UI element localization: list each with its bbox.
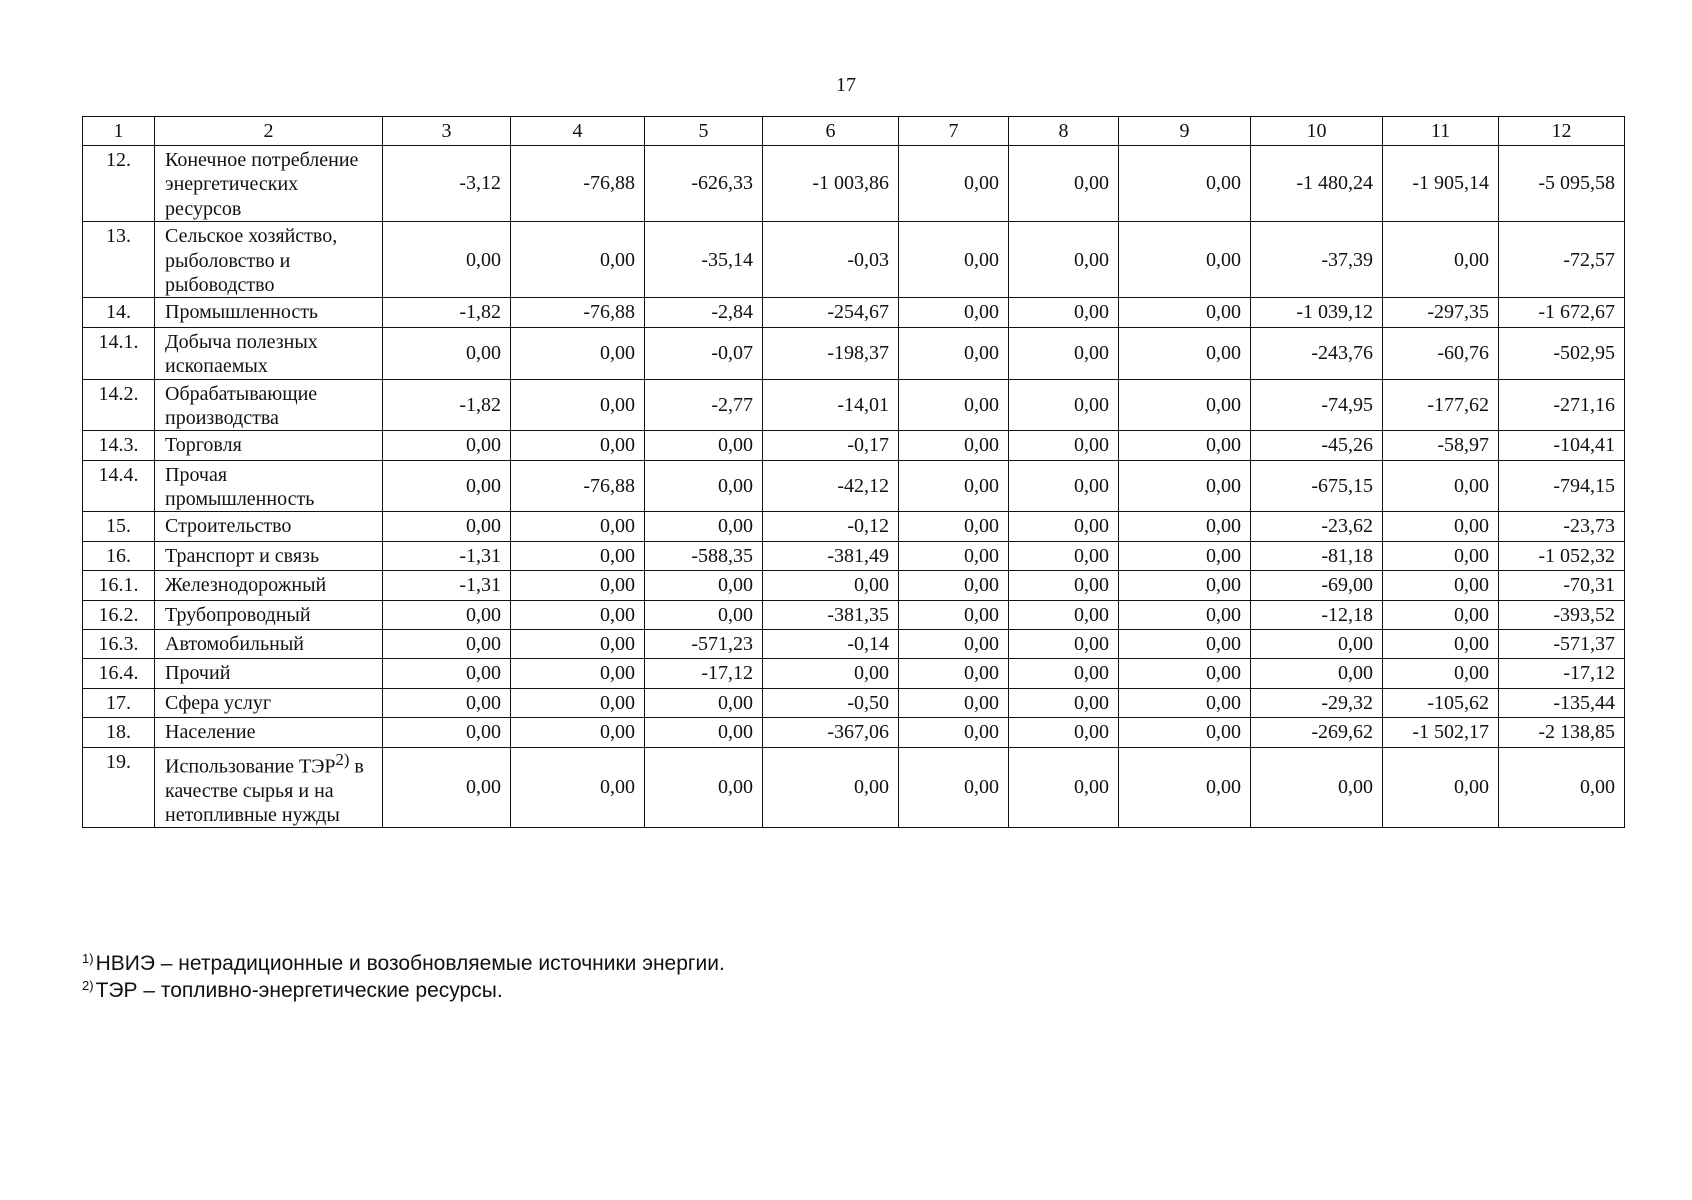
row-label-text: Прочая промышленность — [165, 463, 315, 511]
footnote-text: НВИЭ – нетрадиционные и возобновляемые источники энергии. — [95, 952, 725, 975]
value-cell: 0,00 — [1251, 747, 1383, 828]
value-cell: -254,67 — [763, 298, 899, 327]
value-cell: 0,00 — [899, 327, 1009, 379]
row-label — [155, 659, 383, 688]
value-cell: -23,62 — [1251, 512, 1383, 541]
row-index: 18. — [83, 718, 155, 747]
value-cell: 0,00 — [1009, 630, 1119, 659]
row-label — [155, 747, 383, 828]
row-index: 14.3. — [83, 431, 155, 460]
row-label-text: Торговля — [165, 434, 242, 457]
value-cell: -35,14 — [645, 222, 763, 298]
value-cell: 0,00 — [383, 512, 511, 541]
table-row — [83, 512, 1625, 541]
value-cell: 0,00 — [899, 298, 1009, 327]
value-cell: 0,00 — [899, 718, 1009, 747]
value-cell: 0,00 — [511, 747, 645, 828]
value-cell: 0,00 — [383, 431, 511, 460]
value-cell: -105,62 — [1383, 688, 1499, 717]
column-number-header: 1 — [83, 117, 155, 146]
value-cell: -243,76 — [1251, 327, 1383, 379]
value-cell: -0,07 — [645, 327, 763, 379]
value-cell: 0,00 — [1119, 431, 1251, 460]
value-cell: -45,26 — [1251, 431, 1383, 460]
value-cell: 0,00 — [1383, 571, 1499, 600]
value-cell: 0,00 — [1009, 460, 1119, 512]
table-row — [83, 659, 1625, 688]
value-cell: 0,00 — [1009, 541, 1119, 570]
footnote-mark: 2) — [82, 978, 94, 994]
value-cell: 0,00 — [1009, 379, 1119, 431]
value-cell: -0,17 — [763, 431, 899, 460]
value-cell: -135,44 — [1499, 688, 1625, 717]
value-cell: -37,39 — [1251, 222, 1383, 298]
value-cell: -3,12 — [383, 146, 511, 222]
value-cell: -0,50 — [763, 688, 899, 717]
value-cell: 0,00 — [383, 688, 511, 717]
row-label-text: Строительство — [165, 515, 292, 538]
value-cell: -76,88 — [511, 298, 645, 327]
row-label-text: Население — [165, 721, 256, 744]
value-cell: 0,00 — [1383, 541, 1499, 570]
row-label-text: Добыча полезных ископаемых — [165, 330, 318, 378]
row-label-text: Промышленность — [165, 301, 319, 324]
value-cell: -72,57 — [1499, 222, 1625, 298]
value-cell: -76,88 — [511, 460, 645, 512]
row-label-text: Транспорт и связь — [165, 544, 320, 567]
value-cell: -794,15 — [1499, 460, 1625, 512]
value-cell: -0,12 — [763, 512, 899, 541]
row-label — [155, 460, 383, 512]
value-cell: 0,00 — [511, 541, 645, 570]
row-label — [155, 327, 383, 379]
row-index: 13. — [83, 222, 155, 298]
row-label — [155, 512, 383, 541]
value-cell: 0,00 — [1009, 298, 1119, 327]
value-cell: 0,00 — [383, 600, 511, 629]
value-cell: 0,00 — [383, 222, 511, 298]
row-label — [155, 379, 383, 431]
value-cell: -1 003,86 — [763, 146, 899, 222]
row-index: 14.2. — [83, 379, 155, 431]
column-number-header: 6 — [763, 117, 899, 146]
value-cell: 0,00 — [511, 718, 645, 747]
column-number-header: 7 — [899, 117, 1009, 146]
value-cell: 0,00 — [1383, 630, 1499, 659]
value-cell: -1,82 — [383, 379, 511, 431]
value-cell: 0,00 — [1009, 327, 1119, 379]
value-cell: 0,00 — [1119, 222, 1251, 298]
row-index: 12. — [83, 146, 155, 222]
value-cell: -60,76 — [1383, 327, 1499, 379]
value-cell: -1 480,24 — [1251, 146, 1383, 222]
value-cell: 0,00 — [899, 659, 1009, 688]
row-label-text: Конечное потребление энергетических ресурсов — [165, 149, 359, 220]
footnote — [82, 950, 725, 977]
value-cell: 0,00 — [1009, 747, 1119, 828]
row-label-text: Сельское хозяйство, рыболовство и рыбоводство — [165, 225, 338, 296]
value-cell: 0,00 — [1251, 659, 1383, 688]
row-index: 17. — [83, 688, 155, 717]
value-cell: 0,00 — [899, 146, 1009, 222]
row-label-text: Обрабатывающие производства — [165, 382, 318, 429]
value-cell: 0,00 — [1383, 600, 1499, 629]
value-cell: 0,00 — [645, 747, 763, 828]
value-cell: -1,31 — [383, 541, 511, 570]
value-cell: -271,16 — [1499, 379, 1625, 431]
value-cell: 0,00 — [383, 460, 511, 512]
column-number-header: 5 — [645, 117, 763, 146]
value-cell: -626,33 — [645, 146, 763, 222]
row-index: 14.1. — [83, 327, 155, 379]
value-cell: 0,00 — [383, 747, 511, 828]
value-cell: -1 039,12 — [1251, 298, 1383, 327]
value-cell: -5 095,58 — [1499, 146, 1625, 222]
value-cell: -198,37 — [763, 327, 899, 379]
value-cell: 0,00 — [645, 431, 763, 460]
row-index: 16.3. — [83, 630, 155, 659]
value-cell: -69,00 — [1251, 571, 1383, 600]
value-cell: 0,00 — [1009, 146, 1119, 222]
value-cell: -29,32 — [1251, 688, 1383, 717]
column-number-header: 10 — [1251, 117, 1383, 146]
value-cell: -104,41 — [1499, 431, 1625, 460]
value-cell: 0,00 — [1383, 512, 1499, 541]
value-cell: -17,12 — [645, 659, 763, 688]
value-cell: -23,73 — [1499, 512, 1625, 541]
value-cell: -42,12 — [763, 460, 899, 512]
row-label-text: Железнодорожный — [165, 574, 327, 597]
value-cell: 0,00 — [645, 512, 763, 541]
value-cell: 0,00 — [383, 718, 511, 747]
value-cell: 0,00 — [899, 541, 1009, 570]
row-label-text: Автомобильный — [165, 633, 304, 656]
row-label — [155, 146, 383, 222]
table-row — [83, 146, 1625, 222]
value-cell: 0,00 — [899, 571, 1009, 600]
value-cell: 0,00 — [1383, 747, 1499, 828]
value-cell: -0,03 — [763, 222, 899, 298]
table-row — [83, 298, 1625, 327]
footnote-mark: 1) — [82, 951, 94, 966]
table-row — [83, 747, 1625, 828]
value-cell: 0,00 — [511, 688, 645, 717]
value-cell: 0,00 — [899, 222, 1009, 298]
value-cell: 0,00 — [1119, 688, 1251, 717]
value-cell: -588,35 — [645, 541, 763, 570]
value-cell: 0,00 — [1383, 460, 1499, 512]
value-cell: 0,00 — [1119, 327, 1251, 379]
value-cell: 0,00 — [1383, 659, 1499, 688]
column-number-header: 11 — [1383, 117, 1499, 146]
value-cell: 0,00 — [383, 327, 511, 379]
value-cell: 0,00 — [645, 571, 763, 600]
column-number-header: 2 — [155, 117, 383, 146]
value-cell: -393,52 — [1499, 600, 1625, 629]
row-label — [155, 718, 383, 747]
table-row — [83, 571, 1625, 600]
column-number-header: 8 — [1009, 117, 1119, 146]
value-cell: -12,18 — [1251, 600, 1383, 629]
value-cell: -571,37 — [1499, 630, 1625, 659]
row-label — [155, 600, 383, 629]
value-cell: -81,18 — [1251, 541, 1383, 570]
table-body — [83, 146, 1625, 828]
value-cell: 0,00 — [1499, 747, 1625, 828]
row-index: 16.2. — [83, 600, 155, 629]
column-number-header: 4 — [511, 117, 645, 146]
value-cell: -2 138,85 — [1499, 718, 1625, 747]
value-cell: 0,00 — [899, 460, 1009, 512]
row-index: 16.1. — [83, 571, 155, 600]
value-cell: 0,00 — [511, 327, 645, 379]
value-cell: 0,00 — [1119, 460, 1251, 512]
table-row — [83, 222, 1625, 298]
value-cell: 0,00 — [1009, 688, 1119, 717]
value-cell: 0,00 — [899, 630, 1009, 659]
footnote-text: ТЭР – топливно-энергетические ресурсы. — [95, 979, 503, 1003]
table-row — [83, 460, 1625, 512]
row-label-text: Использование ТЭР — [165, 755, 336, 778]
value-cell: -58,97 — [1383, 431, 1499, 460]
energy-balance-table — [82, 116, 1625, 828]
value-cell: 0,00 — [645, 600, 763, 629]
row-index: 16.4. — [83, 659, 155, 688]
value-cell: 0,00 — [899, 431, 1009, 460]
value-cell: -502,95 — [1499, 327, 1625, 379]
row-label — [155, 431, 383, 460]
value-cell: -381,35 — [763, 600, 899, 629]
column-number-header: 9 — [1119, 117, 1251, 146]
value-cell: -1 672,67 — [1499, 298, 1625, 327]
value-cell: 0,00 — [1009, 512, 1119, 541]
value-cell: 0,00 — [511, 512, 645, 541]
value-cell: 0,00 — [1119, 379, 1251, 431]
value-cell: -675,15 — [1251, 460, 1383, 512]
value-cell: -2,84 — [645, 298, 763, 327]
value-cell: -2,77 — [645, 379, 763, 431]
row-label — [155, 688, 383, 717]
table-row — [83, 327, 1625, 379]
row-index: 19. — [83, 747, 155, 828]
value-cell: -297,35 — [1383, 298, 1499, 327]
value-cell: 0,00 — [899, 512, 1009, 541]
value-cell: 0,00 — [1009, 571, 1119, 600]
value-cell: -76,88 — [511, 146, 645, 222]
value-cell: -367,06 — [763, 718, 899, 747]
value-cell: -0,14 — [763, 630, 899, 659]
table-row — [83, 431, 1625, 460]
value-cell: 0,00 — [1251, 630, 1383, 659]
table-row — [83, 541, 1625, 570]
value-cell: -1 052,32 — [1499, 541, 1625, 570]
value-cell: 0,00 — [383, 630, 511, 659]
value-cell: 0,00 — [899, 688, 1009, 717]
table-row — [83, 718, 1625, 747]
row-label — [155, 541, 383, 570]
value-cell: 0,00 — [899, 379, 1009, 431]
value-cell: 0,00 — [1009, 431, 1119, 460]
value-cell: 0,00 — [1119, 512, 1251, 541]
footnotes — [82, 950, 725, 1005]
row-label — [155, 630, 383, 659]
table-row — [83, 688, 1625, 717]
row-label-text: Трубопроводный — [165, 603, 311, 626]
value-cell: 0,00 — [1119, 298, 1251, 327]
value-cell: 0,00 — [511, 222, 645, 298]
footnote-mark: 2) — [335, 749, 350, 769]
value-cell: 0,00 — [1119, 718, 1251, 747]
value-cell: 0,00 — [1119, 659, 1251, 688]
value-cell: -70,31 — [1499, 571, 1625, 600]
value-cell: 0,00 — [511, 630, 645, 659]
row-index: 15. — [83, 512, 155, 541]
value-cell: 0,00 — [763, 659, 899, 688]
table-row — [83, 600, 1625, 629]
value-cell: 0,00 — [1119, 747, 1251, 828]
value-cell: 0,00 — [645, 718, 763, 747]
value-cell: -14,01 — [763, 379, 899, 431]
row-index: 16. — [83, 541, 155, 570]
value-cell: 0,00 — [511, 600, 645, 629]
value-cell: -269,62 — [1251, 718, 1383, 747]
footnote — [82, 977, 725, 1004]
value-cell: 0,00 — [1119, 630, 1251, 659]
value-cell: 0,00 — [511, 659, 645, 688]
value-cell: 0,00 — [511, 571, 645, 600]
value-cell: -1,31 — [383, 571, 511, 600]
value-cell: 0,00 — [1009, 659, 1119, 688]
value-cell: 0,00 — [1383, 222, 1499, 298]
value-cell: 0,00 — [383, 659, 511, 688]
value-cell: 0,00 — [763, 747, 899, 828]
row-label — [155, 571, 383, 600]
row-index: 14. — [83, 298, 155, 327]
value-cell: 0,00 — [1119, 146, 1251, 222]
header-row — [83, 117, 1625, 146]
value-cell: 0,00 — [1009, 718, 1119, 747]
column-number-header: 12 — [1499, 117, 1625, 146]
page-number: 17 — [836, 74, 856, 96]
value-cell: -74,95 — [1251, 379, 1383, 431]
row-label-text: Сфера услуг — [165, 691, 272, 714]
value-cell: -1 502,17 — [1383, 718, 1499, 747]
value-cell: -1,82 — [383, 298, 511, 327]
column-number-header: 3 — [383, 117, 511, 146]
value-cell: -17,12 — [1499, 659, 1625, 688]
value-cell: 0,00 — [1009, 222, 1119, 298]
value-cell: 0,00 — [1119, 571, 1251, 600]
value-cell: -1 905,14 — [1383, 146, 1499, 222]
value-cell: 0,00 — [511, 379, 645, 431]
row-index: 14.4. — [83, 460, 155, 512]
row-label — [155, 298, 383, 327]
value-cell: 0,00 — [645, 688, 763, 717]
table-row — [83, 630, 1625, 659]
row-label-text: Прочий — [165, 662, 231, 685]
value-cell: -177,62 — [1383, 379, 1499, 431]
value-cell: 0,00 — [1119, 541, 1251, 570]
value-cell: 0,00 — [899, 600, 1009, 629]
row-label-text-continued: в качестве сырья и на нетопливные нужды — [165, 755, 364, 827]
value-cell: 0,00 — [645, 460, 763, 512]
value-cell: -381,49 — [763, 541, 899, 570]
value-cell: 0,00 — [511, 431, 645, 460]
value-cell: 0,00 — [1119, 600, 1251, 629]
value-cell: -571,23 — [645, 630, 763, 659]
table-row — [83, 379, 1625, 431]
row-label — [155, 222, 383, 298]
value-cell: 0,00 — [1009, 600, 1119, 629]
value-cell: 0,00 — [763, 571, 899, 600]
value-cell: 0,00 — [899, 747, 1009, 828]
